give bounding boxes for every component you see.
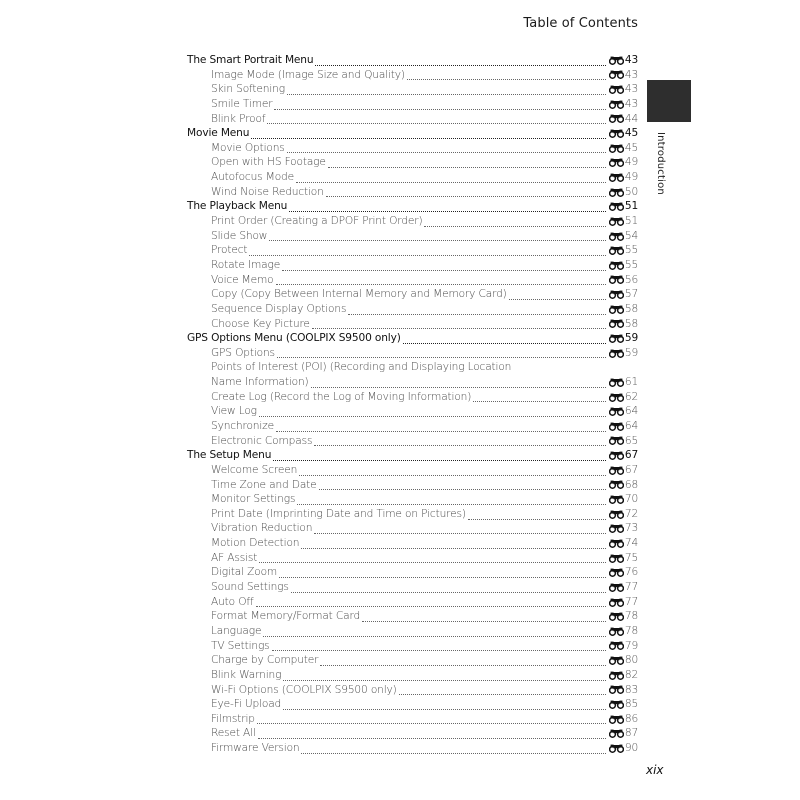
toc-page-reference [609, 185, 638, 200]
toc-page-number: 43 [624, 83, 638, 96]
toc-page-reference [609, 141, 638, 156]
binoculars-icon [609, 655, 624, 664]
dot-leader [263, 625, 606, 637]
binoculars-icon [609, 626, 624, 635]
dot-leader [256, 595, 606, 607]
binoculars-icon [609, 743, 624, 752]
dot-leader [328, 156, 606, 168]
toc-entry-title: GPS Options Menu (COOLPIX S9500 only) [187, 332, 401, 345]
binoculars-icon [609, 84, 624, 93]
toc-entry-title: Digital Zoom [211, 566, 278, 579]
toc-entry-title: GPS Options [211, 346, 275, 359]
toc-entry-title: Sound Settings [211, 581, 289, 594]
toc-entry-title: Motion Detection [211, 537, 300, 550]
binoculars-icon [609, 216, 624, 225]
toc-page-number: 72 [624, 507, 638, 520]
toc-entry-title: Sequence Display Options [211, 302, 347, 315]
toc-page-reference [609, 155, 638, 170]
toc-page-reference [609, 273, 638, 288]
binoculars-icon [609, 289, 624, 298]
toc-page-number: 56 [624, 273, 638, 286]
dot-leader [509, 288, 606, 300]
toc-page-reference [609, 68, 638, 83]
binoculars-icon [609, 172, 624, 181]
toc-page-reference [609, 448, 638, 463]
toc-page-number: 74 [624, 537, 638, 550]
toc-entry-title: Rotate Image [211, 258, 281, 271]
binoculars-icon [609, 728, 624, 737]
toc-entry[interactable] [187, 551, 638, 566]
toc-page-reference [609, 302, 638, 317]
toc-page-number: 86 [624, 712, 638, 725]
binoculars-icon [609, 304, 624, 313]
toc-page-reference [609, 404, 638, 419]
dot-leader [272, 639, 606, 651]
binoculars-icon [609, 450, 624, 459]
toc-entry[interactable] [187, 639, 638, 654]
toc-entry[interactable] [187, 726, 638, 741]
dot-leader [289, 200, 606, 212]
toc-entry-title: Print Date (Imprinting Date and Time on Pictures) [211, 507, 466, 520]
toc-entry-title: Image Mode (Image Size and Quality) [211, 68, 405, 81]
toc-section-entry[interactable] [187, 331, 638, 346]
toc-entry-title: Autofocus Mode [211, 171, 294, 184]
toc-page-number: 59 [624, 346, 638, 359]
binoculars-icon [609, 479, 624, 488]
toc-entry[interactable] [187, 580, 638, 595]
dot-leader [277, 346, 606, 358]
toc-page-reference [609, 639, 638, 654]
toc-page-number: 90 [624, 742, 638, 755]
toc-page-reference [609, 375, 638, 390]
toc-page-number: 67 [624, 449, 638, 462]
toc-page-number: 44 [624, 112, 638, 125]
toc-entry[interactable] [187, 434, 638, 449]
dot-leader [301, 537, 606, 549]
toc-entry-title: Choose Key Picture [211, 317, 310, 330]
toc-page-number: 59 [624, 332, 638, 345]
binoculars-icon [609, 333, 624, 342]
toc-page-reference [609, 653, 638, 668]
binoculars-icon [609, 509, 624, 518]
toc-page-number: 78 [624, 610, 638, 623]
dot-leader [287, 141, 606, 153]
toc-entry[interactable] [187, 624, 638, 639]
dot-leader [326, 185, 606, 197]
toc-entry[interactable] [187, 82, 638, 97]
toc-entry[interactable] [187, 478, 638, 493]
toc-entry[interactable] [187, 609, 638, 624]
toc-entry[interactable] [187, 419, 638, 434]
toc-entry[interactable] [187, 258, 638, 273]
toc-entry-title: Filmstrip [211, 712, 255, 725]
toc-page-number: 58 [624, 302, 638, 315]
toc-page-reference [609, 595, 638, 610]
toc-page-reference [609, 434, 638, 449]
toc-entry[interactable] [187, 302, 638, 317]
dot-leader [311, 376, 606, 388]
toc-page-number: 75 [624, 551, 638, 564]
toc-entry-title: Smile Timer [211, 97, 273, 110]
toc-entry[interactable] [187, 712, 638, 727]
toc-entry-title: Charge by Computer [211, 654, 319, 667]
toc-page-reference [609, 317, 638, 332]
dot-leader [314, 522, 606, 534]
toc-page-number: 61 [624, 376, 638, 389]
binoculars-icon [609, 494, 624, 503]
binoculars-icon [609, 274, 624, 283]
toc-entry[interactable] [187, 185, 638, 200]
dot-leader [274, 98, 605, 110]
binoculars-icon [609, 377, 624, 386]
dot-leader [251, 127, 606, 139]
toc-page-number: 77 [624, 581, 638, 594]
toc-page-reference [609, 229, 638, 244]
toc-page-reference [609, 741, 638, 756]
binoculars-icon [609, 392, 624, 401]
toc-entry[interactable] [187, 273, 638, 288]
binoculars-icon [609, 567, 624, 576]
toc-entry-title: Movie Menu [187, 127, 250, 140]
toc-page-reference [609, 170, 638, 185]
toc-entry[interactable] [187, 668, 638, 683]
toc-page-number: 64 [624, 420, 638, 432]
toc-entry-title: Reset All [211, 727, 256, 740]
dot-leader [296, 171, 606, 183]
toc-section-entry[interactable] [187, 448, 638, 463]
binoculars-icon [609, 348, 624, 357]
binoculars-icon [609, 318, 624, 327]
toc-section-entry[interactable] [187, 126, 638, 141]
toc-entry[interactable] [187, 507, 638, 522]
toc-entry[interactable] [187, 155, 638, 170]
toc-entry-title: Wind Noise Reduction [211, 185, 324, 198]
toc-page-number: 64 [624, 405, 638, 418]
toc-page-reference [609, 536, 638, 551]
toc-entry[interactable] [187, 653, 638, 668]
toc-section-entry[interactable] [187, 53, 638, 68]
dot-leader [403, 332, 606, 344]
binoculars-icon [609, 201, 624, 210]
toc-entry-title: The Smart Portrait Menu [187, 53, 314, 66]
binoculars-icon [609, 69, 624, 78]
dot-leader [282, 259, 606, 271]
dot-leader [312, 317, 606, 329]
dot-leader [473, 390, 606, 402]
binoculars-icon [609, 187, 624, 196]
toc-entry-title: Firmware Version [211, 742, 300, 755]
dot-leader [259, 551, 606, 563]
binoculars-icon [609, 99, 624, 108]
binoculars-icon [609, 231, 624, 240]
toc-page-reference [609, 712, 638, 727]
toc-page-reference [609, 243, 638, 258]
dot-leader [301, 742, 605, 754]
toc-page-number: 57 [624, 288, 638, 301]
toc-entry[interactable] [187, 375, 638, 390]
toc-entry-title: Electronic Compass [211, 434, 313, 447]
toc-entry-title: AF Assist [211, 551, 258, 564]
binoculars-icon [609, 684, 624, 693]
toc-entry-title: Movie Options [211, 141, 285, 154]
toc-page-number: 54 [624, 229, 638, 242]
toc-entry[interactable] [187, 243, 638, 258]
toc-entry-title: Name Information) [211, 376, 309, 389]
binoculars-icon [609, 435, 624, 444]
binoculars-icon [609, 523, 624, 532]
toc-entry-title: Points of Interest (POI) (Recording and Displaying Location [211, 361, 512, 374]
toc-page-reference [609, 97, 638, 112]
toc-entry-title: Print Order (Creating a DPOF Print Order) [211, 215, 423, 228]
toc-entry[interactable] [187, 683, 638, 698]
binoculars-icon [609, 55, 624, 64]
dot-leader [299, 464, 606, 476]
toc-page-reference [609, 580, 638, 595]
toc-page-reference [609, 697, 638, 712]
toc-page-reference [609, 609, 638, 624]
toc-page-number: 77 [624, 595, 638, 608]
toc-entry-title: The Setup Menu [187, 449, 272, 462]
dot-leader [276, 273, 606, 285]
dot-leader [287, 83, 606, 95]
toc-entry[interactable] [187, 404, 638, 419]
toc-entry-title: Language [211, 624, 262, 637]
dot-leader [291, 581, 606, 593]
binoculars-icon [609, 670, 624, 679]
toc-entry-title: Welcome Screen [211, 463, 298, 476]
toc-entry[interactable] [187, 463, 638, 478]
toc-section-entry[interactable] [187, 199, 638, 214]
toc-page-reference [609, 463, 638, 478]
toc-entry[interactable] [187, 112, 638, 127]
toc-page-number: 62 [624, 390, 638, 403]
dot-leader [362, 610, 606, 622]
dot-leader [267, 112, 605, 124]
toc-entry[interactable] [187, 741, 638, 756]
binoculars-icon [609, 582, 624, 591]
toc-page-number: 82 [624, 668, 638, 681]
binoculars-icon [609, 465, 624, 474]
toc-page-reference [609, 624, 638, 639]
binoculars-icon [609, 260, 624, 269]
toc-page-reference [609, 683, 638, 698]
dot-leader [297, 493, 606, 505]
toc-page-number: 80 [624, 654, 638, 667]
toc-entry-title: Blink Warning [211, 668, 282, 681]
toc-entry-title: Open with HS Footage [211, 156, 326, 169]
toc-page-number: 43 [624, 97, 638, 110]
toc-page-reference [609, 521, 638, 536]
toc-page-number: 50 [624, 185, 638, 198]
toc-page-number: 49 [624, 156, 638, 169]
section-tab-label: Introduction [655, 132, 666, 195]
binoculars-icon [609, 245, 624, 254]
dot-leader [249, 244, 606, 256]
toc-page-number: 70 [624, 493, 638, 506]
toc-entry-title: TV Settings [211, 639, 270, 652]
toc-page-number: 58 [624, 317, 638, 330]
toc-page-reference [609, 419, 638, 434]
binoculars-icon [609, 640, 624, 649]
toc-entry[interactable] [187, 229, 638, 244]
toc-page-reference [609, 478, 638, 493]
toc-page-number: 83 [624, 683, 638, 696]
toc-entry-title: Eye-Fi Upload [211, 698, 282, 711]
toc-entry-title: Wi-Fi Options (COOLPIX S9500 only) [211, 683, 397, 696]
toc-entry-title: Slide Show [211, 229, 268, 242]
dot-leader [468, 508, 606, 520]
dot-leader [273, 449, 606, 461]
toc-page-number: 87 [624, 727, 638, 740]
toc-entry[interactable] [187, 97, 638, 112]
toc-entry-title: Voice Memo [211, 273, 274, 286]
toc-entry-label-line [187, 360, 638, 375]
toc-page-reference [609, 668, 638, 683]
dot-leader [424, 215, 605, 227]
toc-entry-title: Format Memory/Format Card [211, 610, 361, 623]
dot-leader [258, 727, 606, 739]
binoculars-icon [609, 143, 624, 152]
toc-page-number: 51 [624, 200, 638, 213]
dot-leader [399, 683, 606, 695]
toc-entry[interactable] [187, 595, 638, 610]
toc-entry[interactable] [187, 536, 638, 551]
toc-page-reference [609, 390, 638, 405]
binoculars-icon [609, 113, 624, 122]
binoculars-icon [609, 611, 624, 620]
toc-page-reference [609, 551, 638, 566]
binoculars-icon [609, 699, 624, 708]
toc-entry[interactable] [187, 170, 638, 185]
toc-page-number: 55 [624, 244, 638, 257]
dot-leader [315, 54, 605, 66]
dot-leader [283, 698, 606, 710]
toc-entry[interactable] [187, 317, 638, 332]
toc-entry-title: Create Log (Record the Log of Moving Information) [211, 390, 472, 403]
dot-leader [348, 303, 606, 315]
toc-page-number: 45 [624, 127, 638, 140]
toc-page-number: 78 [624, 624, 638, 637]
toc-page-reference [609, 82, 638, 97]
toc-page-number: 65 [624, 434, 638, 447]
binoculars-icon [609, 157, 624, 166]
toc-entry-title: Time Zone and Date [211, 478, 317, 491]
toc-page-number: 45 [624, 141, 638, 154]
toc-entry-title: Protect [211, 244, 248, 257]
toc-page-reference [609, 199, 638, 214]
toc-entry[interactable] [187, 287, 638, 302]
toc-entry[interactable] [187, 565, 638, 580]
toc-page-number: 43 [624, 68, 638, 81]
dot-leader [319, 478, 606, 490]
toc-entry-title: Copy (Copy Between Internal Memory and Memory Card) [211, 288, 507, 301]
toc-entry-title: The Playback Menu [187, 200, 288, 213]
toc-entry[interactable] [187, 141, 638, 156]
toc-page-reference [609, 507, 638, 522]
dot-leader [276, 420, 606, 432]
toc-entry[interactable] [187, 346, 638, 361]
toc-entry-title: Skin Softening [211, 83, 285, 96]
toc-entry[interactable] [187, 697, 638, 712]
toc-page-reference [609, 214, 638, 229]
toc-page-reference [609, 726, 638, 741]
dot-leader [407, 68, 606, 80]
toc-entry[interactable] [187, 390, 638, 405]
toc-page-reference [609, 492, 638, 507]
dot-leader [320, 654, 606, 666]
binoculars-icon [609, 714, 624, 723]
page-number: xix [646, 763, 664, 777]
toc-page-reference [609, 287, 638, 302]
dot-leader [259, 405, 606, 417]
dot-leader [283, 669, 606, 681]
toc-page-reference [609, 565, 638, 580]
toc-page-reference [609, 346, 638, 361]
toc-page-reference [609, 331, 638, 346]
section-tab-marker [647, 80, 691, 122]
binoculars-icon [609, 597, 624, 606]
table-of-contents [187, 53, 638, 756]
toc-page-number: 49 [624, 171, 638, 184]
dot-leader [257, 712, 606, 724]
toc-entry-title: Monitor Settings [211, 493, 296, 506]
toc-entry[interactable] [187, 522, 638, 537]
binoculars-icon [609, 538, 624, 547]
toc-entry-title: Vibration Reduction [211, 522, 313, 535]
page-title: Table of Contents [523, 16, 638, 31]
dot-leader [269, 229, 606, 241]
toc-entry[interactable] [187, 492, 638, 507]
toc-entry-title: View Log [211, 405, 257, 418]
toc-page-reference [609, 258, 638, 273]
toc-page-number: 51 [624, 215, 638, 228]
toc-entry[interactable] [187, 68, 638, 83]
toc-entry-title: Synchronize [211, 420, 274, 432]
toc-entry-title: Blink Proof [211, 112, 266, 125]
dot-leader [279, 566, 606, 578]
dot-leader [314, 434, 606, 446]
binoculars-icon [609, 406, 624, 415]
toc-page-number: 55 [624, 258, 638, 271]
toc-page-number: 85 [624, 698, 638, 711]
binoculars-icon [609, 421, 624, 430]
toc-page-number: 79 [624, 639, 638, 652]
toc-entry-title: Auto Off [211, 595, 254, 608]
toc-page-number: 68 [624, 478, 638, 491]
binoculars-icon [609, 128, 624, 137]
toc-entry[interactable] [187, 214, 638, 229]
toc-page-number: 67 [624, 463, 638, 476]
toc-page-reference [609, 126, 638, 141]
toc-page-reference [609, 53, 638, 68]
binoculars-icon [609, 553, 624, 562]
toc-page-number: 43 [624, 53, 638, 66]
toc-page-reference [609, 112, 638, 127]
toc-page-number: 76 [624, 566, 638, 579]
toc-page-number: 73 [624, 522, 638, 535]
